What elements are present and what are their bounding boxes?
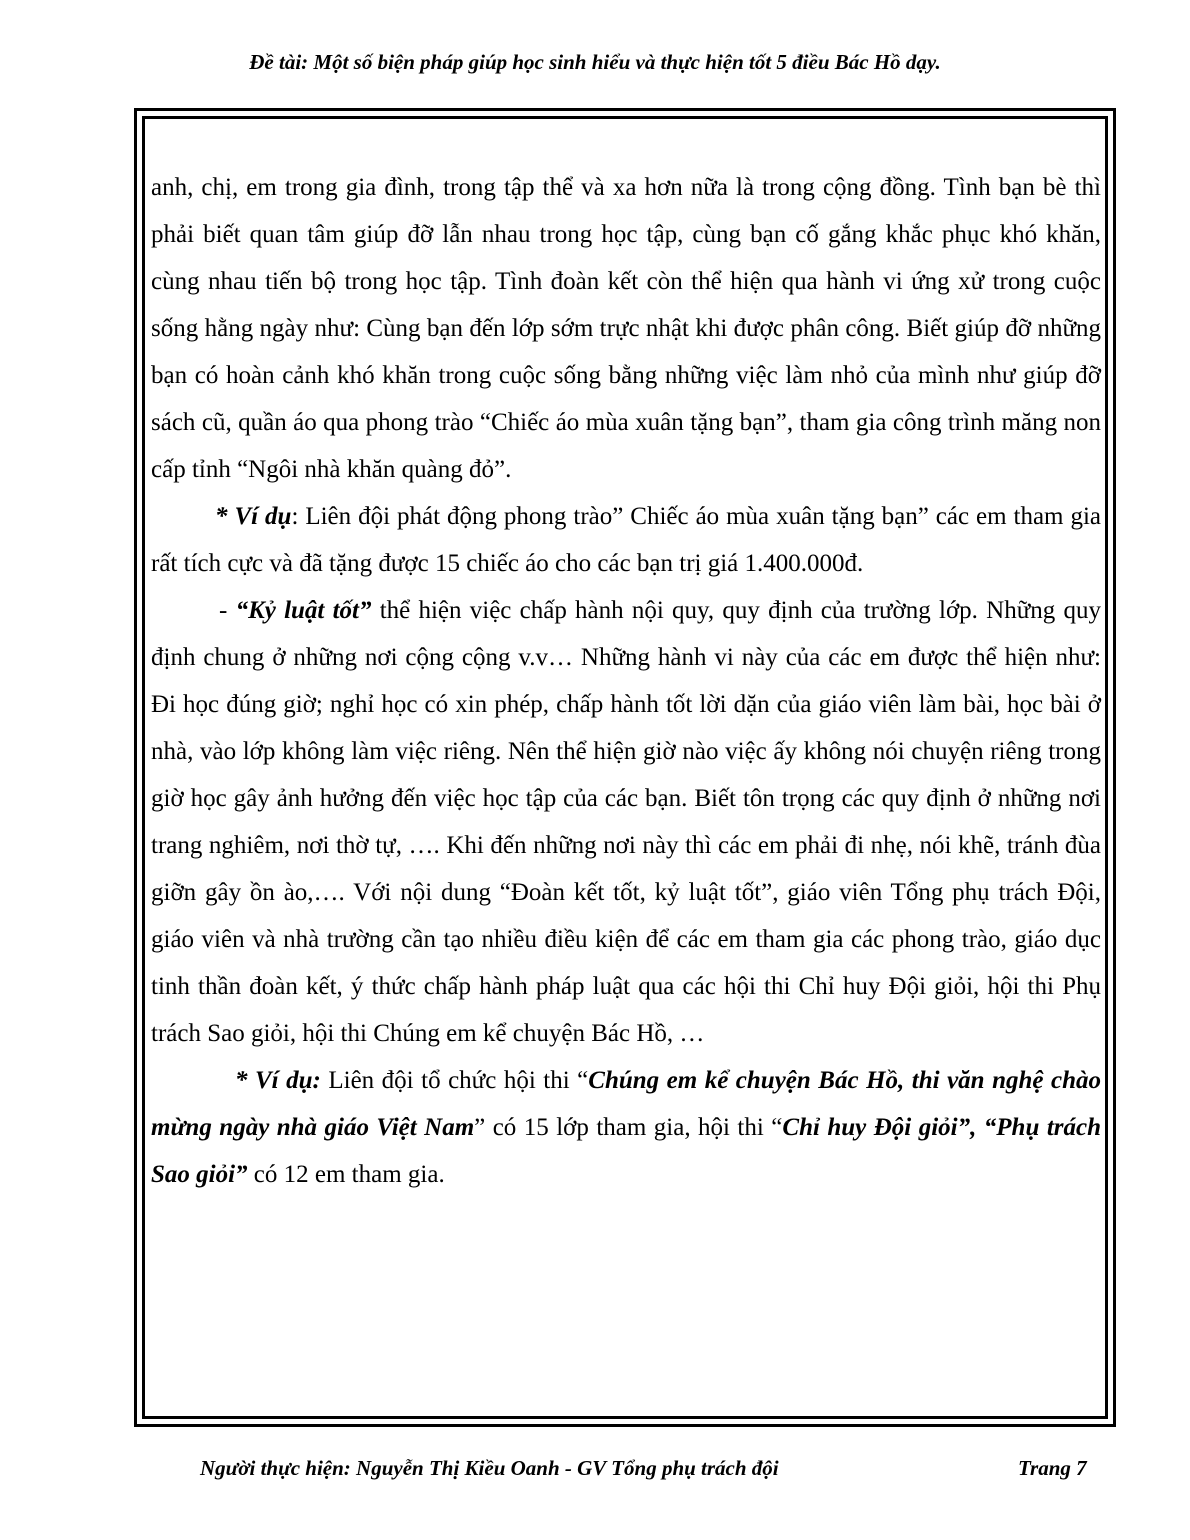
example-label: * Ví dụ: (235, 1067, 321, 1094)
discipline-text: thể hiện việc chấp hành nội quy, quy định của trường lớp. Những quy định chung ở những nơi cộng cộng v.v… Những hành vi này của các em được thể hiện như: Đi học đúng giờ; nghỉ học có xin phép, chấp hành tốt lời dặn của giáo viên làm bài, học bài ở nhà, vào lớp không làm việc riêng. Nên thể hiện giờ nào việc ấy không nói chuyện riêng trong giờ học gây ảnh hưởng đến việc học tập của các bạn. Biết tôn trọng các quy định ở những nơi trang nghiêm, nơi thờ tự, …. Khi đến những nơi này thì các em phải đi nhẹ, nói khẽ, tránh đùa giỡn gây ồn ào,…. Với nội dung “Đoàn kết tốt, kỷ luật tốt”, giáo viên Tổng phụ trách Đội, giáo viên và nhà trường cần tạo nhiều điều kiện để các em tham gia các phong trào, giáo dục tinh thần đoàn kết, ý thức chấp hành pháp luật qua các hội thi Chỉ huy Đội giỏi, hội thi Phụ trách Sao giỏi, hội thi Chúng em kể chuyện Bác Hồ, … (151, 597, 1101, 1047)
list-dash: - (219, 597, 236, 624)
footer-author: Người thực hiện: Nguyễn Thị Kiều Oanh - GV Tổng phụ trách đội (200, 1456, 779, 1480)
page-number: Trang 7 (1018, 1456, 1087, 1480)
document-header: Đề tài: Một số biện pháp giúp học sinh hiểu và thực hiện tốt 5 điều Bác Hồ dạy. (249, 50, 941, 74)
contest-name: Chúng em kể chuyện Bác Hồ, thi văn nghệ chào mừng ngày nhà giáo Việt Nam (151, 1067, 1101, 1141)
paragraph-solidarity: anh, chị, em trong gia đình, trong tập thể và xa hơn nữa là trong cộng đồng. Tình bạn bè thì phải biết quan tâm giúp đỡ lẫn nhau trong học tập, cùng bạn cố gắng khắc phục khó khăn, cùng nhau tiến bộ trong học tập. Tình đoàn kết còn thể hiện qua hành vi ứng xử trong cuộc sống hằng ngày như: Cùng bạn đến lớp sớm trực nhật khi được phân công. Biết giúp đỡ những bạn có hoàn cảnh khó khăn trong cuộc sống bằng những việc làm nhỏ của mình như giúp đỡ sách cũ, quần áo qua phong trào “Chiếc áo mùa xuân tặng bạn”, tham gia công trình măng non cấp tỉnh “Ngôi nhà khăn quàng đỏ”. (151, 174, 1101, 483)
example-text: có 12 em tham gia. (247, 1161, 445, 1188)
document-body (151, 164, 1101, 1198)
paragraph-example-1 (151, 493, 1101, 587)
example-text: : Liên đội phát động phong trào” Chiếc áo mùa xuân tặng bạn” các em tham gia rất tích cực và đã tặng được 15 chiếc áo cho các bạn trị giá 1.400.000đ. (151, 503, 1101, 577)
example-text: ” có 15 lớp tham gia, hội thi “ (474, 1114, 783, 1141)
example-label: * Ví dụ (215, 503, 292, 530)
contest-name: Chỉ huy Đội giỏi”, “Phụ trách Sao giỏi” (151, 1114, 1101, 1188)
paragraph-example-2 (151, 1057, 1101, 1198)
example-text: Liên đội tổ chức hội thi “ (320, 1067, 589, 1094)
paragraph-discipline (151, 587, 1101, 1057)
discipline-term: “Kỷ luật tốt” (235, 597, 372, 624)
